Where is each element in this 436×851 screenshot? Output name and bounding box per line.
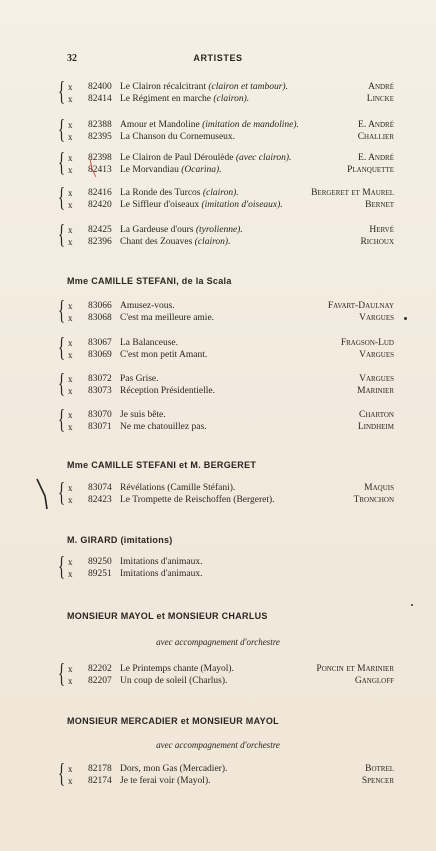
record-number: 83068 <box>88 313 112 323</box>
ink-dot <box>404 317 407 320</box>
record-mark: x <box>68 200 73 210</box>
record-row <box>58 81 394 93</box>
record-group <box>58 758 394 788</box>
record-number: 82414 <box>88 94 112 104</box>
ink-dot <box>411 604 413 606</box>
record-number: 89250 <box>88 557 112 567</box>
record-title-text: Le Printemps chante (Mayol). <box>120 664 234 674</box>
record-title-text: La Gardeuse d'ours <box>120 225 196 235</box>
record-composer: André <box>368 82 394 92</box>
record-title-text: C'est mon petit Amant. <box>120 350 208 360</box>
record-group <box>58 114 394 144</box>
record-title-italic: (clairon et tambour). <box>208 82 288 92</box>
record-composer: Lincke <box>366 94 394 104</box>
record-number: 82388 <box>88 120 112 130</box>
record-row <box>58 131 394 143</box>
record-mark: x <box>68 237 73 247</box>
record-composer: Maquis <box>364 483 394 493</box>
record-title-text: Le Morvandiau <box>120 165 182 175</box>
record-title-text: Imitations d'animaux. <box>120 557 203 567</box>
record-title <box>120 556 202 568</box>
record-title <box>120 568 202 580</box>
section-heading: Mme CAMILLE STEFANI et M. BERGERET <box>67 460 257 470</box>
record-number: 82398 <box>88 153 112 163</box>
record-mark: x <box>68 557 73 567</box>
record-composer: Bergeret et Maurel <box>311 188 394 198</box>
record-composer: Gangloff <box>354 676 394 686</box>
section-heading: Mme CAMILLE STEFANI, de la Scala <box>67 276 232 286</box>
record-title-text: Dors, mon Gas (Mercadier). <box>120 764 228 774</box>
record-mark: x <box>68 664 73 674</box>
record-title-italic: (imitation de mandoline). <box>202 120 299 130</box>
record-title <box>120 164 222 176</box>
record-mark: x <box>68 153 73 163</box>
record-mark: x <box>68 410 73 420</box>
record-composer: Planquette <box>347 165 394 175</box>
record-title-text: La Balanceuse. <box>120 338 179 348</box>
record-row <box>58 300 394 312</box>
record-title-text: Chant des Zouaves <box>120 237 195 247</box>
section-heading: MONSIEUR MAYOL et MONSIEUR CHARLUS <box>67 611 268 621</box>
record-title-text: Amusez-vous. <box>120 301 175 311</box>
record-number: 83072 <box>88 374 112 384</box>
record-number: 82413 <box>88 165 112 175</box>
brace-glyph: { <box>58 477 66 507</box>
record-row <box>58 482 394 494</box>
record-group <box>58 477 394 507</box>
record-row <box>58 663 394 675</box>
brace-glyph: { <box>58 114 66 144</box>
record-mark: x <box>68 764 73 774</box>
record-number: 82395 <box>88 132 112 142</box>
record-row <box>58 775 394 787</box>
brace-glyph: { <box>58 219 66 249</box>
record-title-italic: (avec clairon). <box>235 153 292 163</box>
record-number: 82425 <box>88 225 112 235</box>
record-title <box>120 93 249 105</box>
record-number: 83070 <box>88 410 112 420</box>
record-row <box>58 568 394 580</box>
record-title <box>120 409 166 421</box>
record-title <box>120 373 159 385</box>
record-title-text: Réception Présidentielle. <box>120 386 215 396</box>
record-number: 82178 <box>88 764 112 774</box>
record-number: 83069 <box>88 350 112 360</box>
record-title-text: Révélations (Camille Stéfani). <box>120 483 236 493</box>
record-group <box>58 147 394 177</box>
record-title-italic: (tyrolienne). <box>195 225 243 235</box>
record-mark: x <box>68 132 73 142</box>
record-title <box>120 187 239 199</box>
record-row <box>58 164 394 176</box>
record-row <box>58 224 394 236</box>
record-composer: Marinier <box>357 386 394 396</box>
record-mark: x <box>68 301 73 311</box>
record-number: 82202 <box>88 664 112 674</box>
record-row <box>58 763 394 775</box>
record-title <box>120 675 227 687</box>
record-mark: x <box>68 94 73 104</box>
record-mark: x <box>68 676 73 686</box>
record-row <box>58 152 394 164</box>
record-number: 83073 <box>88 386 112 396</box>
record-title <box>120 349 207 361</box>
record-composer: Charton <box>359 410 394 420</box>
record-composer: Lindheim <box>357 422 394 432</box>
record-composer: Botrel <box>365 764 394 774</box>
record-title <box>120 337 178 349</box>
record-composer: Fragson-Lud <box>340 338 394 348</box>
record-mark: x <box>68 313 73 323</box>
record-group <box>58 182 394 212</box>
record-mark: x <box>68 569 73 579</box>
record-mark: x <box>68 386 73 396</box>
record-number: 82400 <box>88 82 112 92</box>
record-composer: Hervé <box>369 225 394 235</box>
record-title <box>120 199 283 211</box>
record-number: 82174 <box>88 776 112 786</box>
section-heading: MONSIEUR MERCADIER et MONSIEUR MAYOL <box>67 716 279 726</box>
record-row <box>58 119 394 131</box>
brace-glyph: { <box>58 295 66 325</box>
record-composer: Tronchon <box>353 495 394 505</box>
record-title-text: Ne me chatouillez pas. <box>120 422 207 432</box>
record-title <box>120 763 227 775</box>
record-title-text: Amour et Mandoline <box>120 120 203 130</box>
record-title <box>120 312 214 324</box>
record-number: 82423 <box>88 495 112 505</box>
record-composer: Bernet <box>365 200 394 210</box>
record-title-text: Le Clairon de Paul Déroulède <box>120 153 236 163</box>
record-composer: Poncin et Marinier <box>316 664 394 674</box>
record-group <box>58 551 394 581</box>
record-composer: Challier <box>357 132 394 142</box>
record-mark: x <box>68 225 73 235</box>
record-row <box>58 494 394 506</box>
record-title-text: Le Trompette de Reischoffen (Bergeret). <box>120 495 275 505</box>
record-mark: x <box>68 422 73 432</box>
record-mark: x <box>68 165 73 175</box>
record-title-italic: (clairon). <box>194 237 231 247</box>
record-row <box>58 373 394 385</box>
record-title <box>120 421 207 433</box>
section-subheading: avec accompagnement d'orchestre <box>156 740 280 750</box>
record-title-text: Le Siffleur d'oiseaux <box>120 200 202 210</box>
record-title <box>120 81 288 93</box>
record-title-text: Je te ferai voir (Mayol). <box>120 776 211 786</box>
record-composer: Richoux <box>360 237 394 247</box>
brace-glyph: { <box>58 182 66 212</box>
brace-glyph: { <box>58 658 66 688</box>
record-number: 82396 <box>88 237 112 247</box>
record-row <box>58 93 394 105</box>
record-mark: x <box>68 82 73 92</box>
record-composer: Vargues <box>359 313 394 323</box>
section-heading: M. GIRARD (imitations) <box>67 535 173 545</box>
record-number: 89251 <box>88 569 112 579</box>
record-title-text: C'est ma meilleure amie. <box>120 313 215 323</box>
record-row <box>58 312 394 324</box>
record-composer: E. André <box>358 120 394 130</box>
record-title-text: La Chanson du Cornemuseux. <box>120 132 236 142</box>
record-group <box>58 368 394 398</box>
brace-glyph: { <box>58 404 66 434</box>
record-title-text: Le Régiment en marche <box>120 94 214 104</box>
record-title-text: Je suis bête. <box>120 410 166 420</box>
record-title-text: La Ronde des Turcos <box>120 188 203 198</box>
record-mark: x <box>68 350 73 360</box>
record-group <box>58 404 394 434</box>
record-title-text: Le Clairon récalcitrant <box>120 82 209 92</box>
record-row <box>58 337 394 349</box>
record-title-text: Un coup de soleil (Charlus). <box>120 676 228 686</box>
record-title-text: Pas Grise. <box>120 374 159 384</box>
record-group <box>58 332 394 362</box>
brace-glyph: { <box>58 332 66 362</box>
brace-glyph: { <box>58 551 66 581</box>
record-row <box>58 675 394 687</box>
record-mark: x <box>68 483 73 493</box>
record-group <box>58 658 394 688</box>
record-title <box>120 131 235 143</box>
record-title-italic: (imitation d'oiseaux). <box>201 200 283 210</box>
record-title <box>120 119 299 131</box>
record-title <box>120 224 243 236</box>
record-group <box>58 295 394 325</box>
record-title <box>120 385 215 397</box>
record-title <box>120 775 210 787</box>
record-mark: x <box>68 495 73 505</box>
record-title <box>120 482 235 494</box>
record-mark: x <box>68 374 73 384</box>
red-pencil-mark <box>88 158 98 178</box>
record-title-italic: (Ocarina). <box>181 165 222 175</box>
page-number: 32 <box>67 53 77 64</box>
record-title <box>120 663 234 675</box>
record-number: 82416 <box>88 188 112 198</box>
record-mark: x <box>68 776 73 786</box>
record-composer: Spencer <box>361 776 394 786</box>
pencil-mark <box>36 478 48 510</box>
record-title <box>120 152 291 164</box>
record-composer: Favart-Daulnay <box>327 301 394 311</box>
record-row <box>58 349 394 361</box>
record-mark: x <box>68 120 73 130</box>
record-row <box>58 556 394 568</box>
record-composer: Vargues <box>359 374 394 384</box>
record-title-italic: (clairon). <box>202 188 239 198</box>
record-title <box>120 236 230 248</box>
record-row <box>58 409 394 421</box>
record-number: 83071 <box>88 422 112 432</box>
brace-glyph: { <box>58 76 66 106</box>
record-composer: E. André <box>358 153 394 163</box>
record-group <box>58 219 394 249</box>
record-row <box>58 236 394 248</box>
record-row <box>58 385 394 397</box>
record-title <box>120 300 175 312</box>
record-number: 83066 <box>88 301 112 311</box>
brace-glyph: { <box>58 368 66 398</box>
record-row <box>58 421 394 433</box>
record-row <box>58 187 394 199</box>
section-subheading: avec accompagnement d'orchestre <box>156 637 280 647</box>
record-mark: x <box>68 338 73 348</box>
record-title <box>120 494 275 506</box>
record-composer: Vargues <box>359 350 394 360</box>
record-title-italic: (clairon). <box>213 94 250 104</box>
record-number: 83067 <box>88 338 112 348</box>
record-mark: x <box>68 188 73 198</box>
record-number: 83074 <box>88 483 112 493</box>
record-number: 82207 <box>88 676 112 686</box>
brace-glyph: { <box>58 147 66 177</box>
running-title: ARTISTES <box>193 53 243 63</box>
record-group <box>58 76 394 106</box>
record-number: 82420 <box>88 200 112 210</box>
record-row <box>58 199 394 211</box>
record-title-text: Imitations d'animaux. <box>120 569 203 579</box>
brace-glyph: { <box>58 758 66 788</box>
